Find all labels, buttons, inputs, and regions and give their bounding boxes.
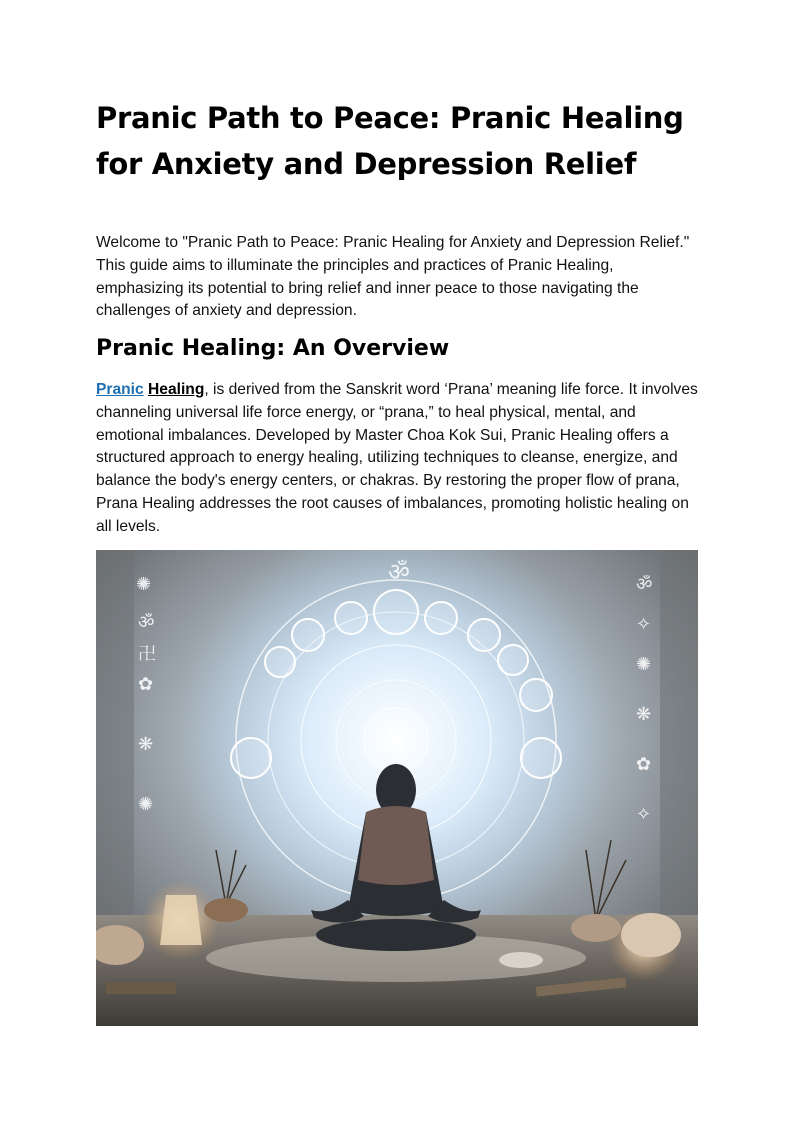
svg-text:ॐ: ॐ [388, 558, 410, 586]
svg-text:❋: ❋ [636, 704, 652, 725]
svg-text:✧: ✧ [636, 614, 652, 635]
svg-text:✿: ✿ [636, 754, 652, 775]
svg-text:✿: ✿ [138, 674, 154, 695]
section-heading: Pranic Healing: An Overview [96, 336, 450, 361]
pranic-link[interactable]: Pranic [96, 381, 144, 398]
svg-text:ॐ: ॐ [138, 612, 155, 633]
svg-text:✧: ✧ [636, 804, 652, 825]
svg-text:✺: ✺ [636, 654, 652, 675]
meditation-illustration-icon [96, 550, 698, 1026]
svg-text:✺: ✺ [136, 574, 152, 595]
svg-text:❋: ❋ [138, 734, 154, 755]
svg-text:卍: 卍 [138, 644, 156, 665]
svg-text:✺: ✺ [138, 794, 154, 815]
section-body-text: , is derived from the Sanskrit word ‘Prana’ meaning life force. It involves channeling universal life force energy, or “prana,” to heal physical, mental, and emotional imbalances. Developed by Master Choa Kok Sui, Pranic Healing offers a structured approach to energy healing, utilizing techniques to cleanse, energize, and balance the body's energy centers, or chakras. By restoring the proper flow of prana, Prana Healing addresses the root causes of imbalances, promoting holistic healing on all levels. [96, 381, 698, 535]
page-title: Pranic Path to Peace: Pranic Healing for Anxiety and Depression Relief [96, 101, 684, 181]
section-paragraph [96, 379, 698, 539]
healing-link[interactable]: Healing [148, 381, 205, 398]
meditation-illustration [96, 550, 698, 1026]
intro-paragraph: Welcome to "Pranic Path to Peace: Pranic Healing for Anxiety and Depression Relief." This guide aims to illuminate the principles and practices of Pranic Healing, emphasizing its potential to bring relief and inner peace to those navigating the challenges of anxiety and depression. [96, 234, 690, 320]
svg-text:ॐ: ॐ [636, 574, 653, 595]
